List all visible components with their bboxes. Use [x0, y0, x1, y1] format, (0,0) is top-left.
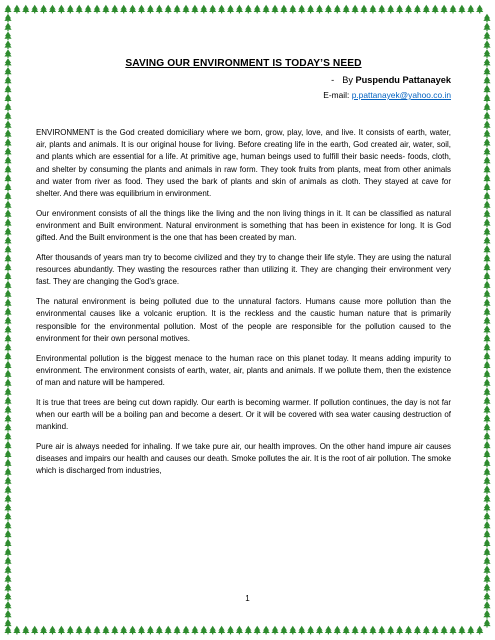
email-line [36, 90, 451, 100]
paragraph-7: Pure air is always needed for inhaling. If we take pure air, our health improves. On the other hand impure air causes diseases and impairs our health and causes our death. Smoke pollutes the air. It is the root of air pollution. The smoke which is discharged from industries, [36, 442, 451, 476]
email-label: E-mail: [323, 90, 352, 100]
document-title: SAVING OUR ENVIRONMENT IS TODAY’S NEED [125, 58, 362, 69]
paragraph-6: It is true that trees are being cut down rapidly. Our earth is becoming warmer. If pollution continues, the day is not far when our earth will be a boiling pan and become a desert. Or it will be covered with sea water causing destruction of mankind. [36, 397, 451, 432]
paragraph-4: The natural environment is being polluted due to the unnatural factors. Humans cause more pollution than the environmental causes like a volcanic eruption. It is the reckless and the caustic human nature that is primarily responsible for the environmental pollution. Most of the people are responsible for the pollution caused to the environment for their own personal motives. [36, 297, 451, 343]
author-name: Puspendu Pattanayek [355, 75, 451, 85]
paragraph-3: After thousands of years man try to become civilized and they try to change their life style. They are using the natural resources abundantly. They wasting the resources rather than utilizing it. They are changing their environment very fast. They are changing the God’s grace. [36, 253, 451, 287]
byline [36, 75, 451, 85]
byline-dash: - [331, 75, 335, 85]
byline-prefix: By [342, 75, 356, 85]
document-body [36, 58, 451, 485]
paragraph-5: Environmental pollution is the biggest menace to the human race on this planet today. It means adding impurity to environment. The environment consists of earth, water, air, plants and animals. If we pollute them, then the existence of man and nature will be hampered. [36, 353, 451, 388]
email-link[interactable]: p.pattanayek@yahoo.co.in [351, 90, 451, 100]
page-number: 1 [245, 594, 250, 603]
paragraph-1: ENVIRONMENT is the God created domiciliary where we born, grow, play, love, and live. It consists of earth, water, air, plants and animals. It is our original house for living. Before creating life in the earth, God created air, water, soil, and plants which are essential for a life. At primitive age, human beings used to fulfill their basic needs- foods, cloth, and shelter by consuming the plants and animals in raw form. They took fruits from plants, meat from other animals and water from river as food. They used the bark of plants and skin of animals as cloth. They stayed at cave for shelter. And there was equilibrium in environment. [36, 128, 451, 199]
paragraph-2: Our environment consists of all the things like the living and the non living things in it. It can be classified as natural environment and Built environment. Natural environment is something that has been in existence for long. It is God gifted. And the Built environment is the one that has been created by man. [36, 208, 451, 243]
